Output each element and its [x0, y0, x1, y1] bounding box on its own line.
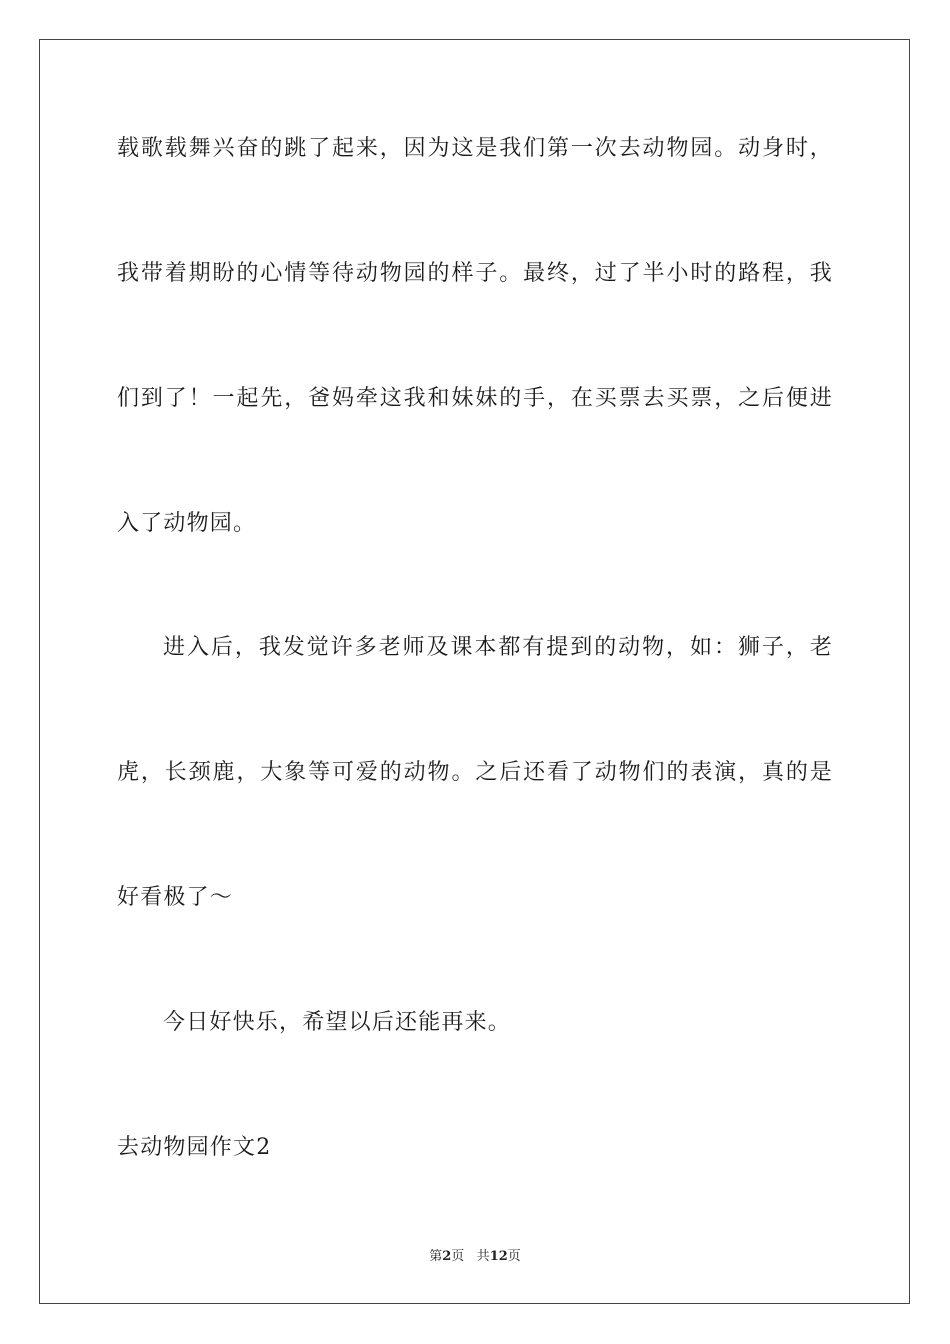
page-border — [39, 39, 910, 1304]
paragraph-line: 载歌载舞兴奋的跳了起来，因为这是我们第一次去动物园。动身时， — [117, 136, 833, 161]
total-pages: 12 — [489, 1249, 508, 1264]
paragraph-line: 我带着期盼的心情等待动物园的样子。最终，过了半小时的路程，我 — [117, 261, 833, 286]
paragraph-line: 们到了！一起先，爸妈牵这我和妹妹的手，在买票去买票，之后便进 — [117, 386, 833, 411]
paragraph-line: 今日好快乐，希望以后还能再来。 — [163, 1010, 512, 1035]
total-suffix: 页 — [507, 1249, 521, 1264]
page-prefix: 第 — [429, 1249, 443, 1264]
paragraph-line: 入了动物园。 — [117, 511, 257, 536]
page-suffix: 页 — [451, 1249, 465, 1264]
page-footer — [0, 1248, 950, 1266]
paragraph-line: 虎，长颈鹿，大象等可爱的动物。之后还看了动物们的表演，真的是 — [117, 760, 833, 785]
page-number: 2 — [442, 1249, 452, 1264]
paragraph-line: 好看极了～ — [117, 885, 234, 910]
paragraph-line: 进入后，我发觉许多老师及课本都有提到的动物，如：狮子，老 — [163, 635, 833, 660]
total-prefix: 共 — [476, 1249, 490, 1264]
section-heading: 去动物园作文2 — [117, 1135, 272, 1160]
